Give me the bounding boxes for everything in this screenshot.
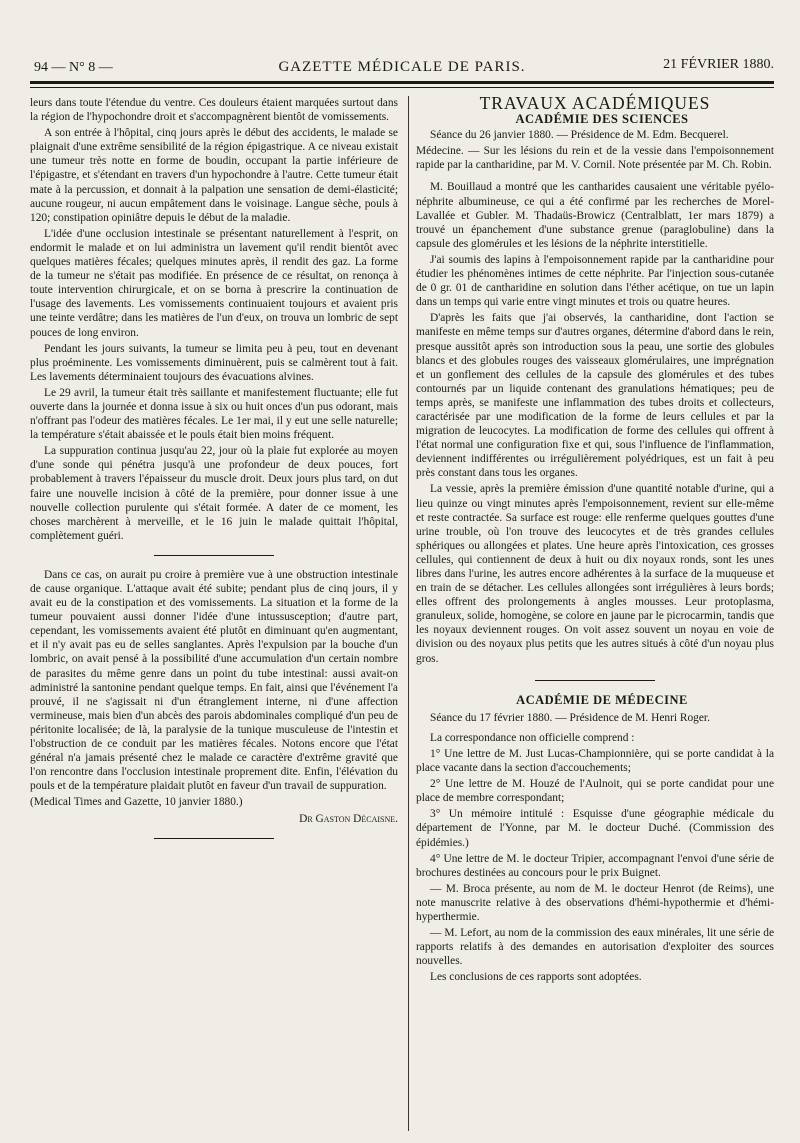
column-divider (408, 96, 409, 1131)
page-number: 94 — N° 8 — (34, 60, 113, 75)
academie-medecine-title: ACADÉMIE DE MÉDECINE (516, 692, 688, 707)
paragraph: 2° Une lettre de M. Houzé de l'Aulnoit, qui se porte candidat pour une place de membre correspondant; (416, 778, 774, 805)
divider (154, 838, 274, 839)
paragraph: — M. Broca présente, au nom de M. le docteur Henrot (de Reims), une note manuscrite relative à des observations d'hémi-hypothermie et d'hémi-hyperthermie. (416, 882, 774, 923)
academie-sciences-title: ACADÉMIE DES SCIENCES (515, 112, 689, 127)
seance-line: Séance du 17 février 1880. — Présidence de M. Henri Roger. (430, 711, 710, 724)
page-header (30, 56, 774, 80)
issue-date: 21 FÉVRIER 1880. (663, 57, 774, 72)
section-title: TRAVAUX ACADÉMIQUES (479, 93, 711, 113)
paragraph: leurs dans toute l'étendue du ventre. Ces douleurs étaient marquées surtout dans la région de l'hypochondre droit et s'accompagnèrent bientôt de vomissements. (30, 97, 398, 124)
journal-title: GAZETTE MÉDICALE DE PARIS. (278, 59, 526, 75)
paragraph: — M. Lefort, au nom de la commission des eaux minérales, lit une série de rapports relatifs à des demandes en autorisation d'exploiter des sources nouvelles. (416, 927, 774, 968)
paragraph: Pendant les jours suivants, la tumeur se limita peu à peu, tout en devenant plus proéminente. Les vomissements diminuèrent, puis se calmèrent tout à fait. Les lavements déterminaient toujours des évacuations alvines. (30, 342, 398, 383)
right-column (416, 93, 774, 986)
paragraph: M. Bouillaud a montré que les cantharides causaient une véritable pyélo-néphrite albumineuse, ce qui a été confirmé par les recherches de Morel-Lavallée et Gubler. M. Thadaüs-Browicz (Centralblatt, 1er mars 1879) a trouvé un épanchement d'une substance grenue (paraglobuline) dans la capsule des glomérules et les lésions de la néphrite interstitielle. (416, 181, 774, 250)
paragraph: D'après les faits que j'ai observés, la cantharidine, dont l'action se manifeste en même temps sur d'autres organes, détermine d'abord dans le rein, presque aussitôt après son introduction sous la peau, une sortie des globules blancs et des globules rouges des vaisseaux glomérulaires, une imprégnation et un gonflement des cellules de la capsule des glomérules et des tubes contournés par un liquide contenant des granulations hématiques; peu de temps après, se manifeste une inflammation des tubes droits et collecteurs, caractérisée par une modification de la forme de leurs cellules et par la migration de leucocytes. La modification de forme des cellules qui offrent à l'état normal une configuration fixe et qui, sous l'influence de l'inflammation, deviennent indifférentes ou irrégulièrement polyédriques, est un fait à peu près constant dans tous les organes. (416, 312, 774, 480)
seance-line: Séance du 26 janvier 1880. — Présidence de M. Edm. Becquerel. (430, 129, 729, 142)
author-signature: Dr Gaston Décaisne. (299, 812, 398, 825)
paragraph: 1° Une lettre de M. Just Lucas-Championnière, qui se porte candidat à la place vacante dans la section d'accouchements; (416, 747, 774, 775)
divider (154, 555, 274, 556)
paragraph: A son entrée à l'hôpital, cinq jours après le début des accidents, le malade se plaignait d'une extrême sensibilité de la région épigastrique. A ce niveau existait une tumeur très notte en forme de boudin, occupant la partie inférieure de l'épigastre, et s'étendant en travers d'un hypochondre à l'autre. Cette tumeur était mate à la percussion, et donnait à la palpation une sensation de demi-élasticité; aucune rougeur, ni aucun empâtement dans le voisinage. Langue sèche, pouls à 120; constipation opiniâtre depuis le début de la maladie. (30, 127, 398, 224)
header-rule-thick (30, 81, 774, 84)
paragraph: 4° Une lettre de M. le docteur Tripier, accompagnant l'envoi d'une série de brochures destinées au concours pour le prix Buignet. (416, 852, 774, 879)
left-column (30, 96, 398, 851)
paragraph: La correspondance non officielle comprend : (430, 731, 635, 744)
topic-line: Médecine. — Sur les lésions du rein et de la vessie dans l'empoisonnement rapide par la cantharidine, par M. V. Cornil. Note présentée par M. Ch. Robin. (416, 145, 774, 172)
paragraph: Le 29 avril, la tumeur était très saillante et manifestement fluctuante; elle fut ouverte dans la journée et donna issue à six ou huit onces d'un pus odorant, mais n'offrant pas l'odeur des matières fécales. Le 1er mai, il y eut une selle naturelle; la température s'était abaissée et le pouls était bien moins fréquent. (30, 386, 398, 442)
source-citation: (Medical Times and Gazette, 10 janvier 1880.) (30, 796, 243, 809)
paragraph: Les conclusions de ces rapports sont adoptées. (430, 971, 642, 984)
paragraph: Dans ce cas, on aurait pu croire à première vue à une obstruction intestinale de cause organique. L'attaque avait été subite; pendant plus de cinq jours, il y avait eu de la constipation et des vomissements. La situation et la forme de la tumeur pouvaient aussi donner l'idée d'une intussusception; d'autre part, cependant, les vomissements avaient été plutôt en diminuant qu'en augmentant, et il n'y avait pas eu de selles sanglantes. Après l'expulsion par la bouche d'un lombric, on avait pensé à la possibilité d'une accumulation d'un certain nombre de parasites du même genre dans un point du tube intestinal: aussi avait-on administré la santonine pendant quelque temps. En fait, ainsi que l'événement l'a prouvé, il ne s'agissait ni d'un étranglement interne, ni d'une affection vermineuse, mais bien d'un abcès des parois abdominales compliqué d'un peu de péritonite localisée; de là, la paralysie de la tunique musculeuse de l'intestin et l'obstruction de ce conduit par les matières fécales. Notons encore que l'état général n'a jamais présenté chez le malade ce caractère d'extrême gravité que l'on rencontre dans l'occlusion intestinale proprement dite. Enfin, l'élévation du pouls et de la température plaidait plutôt en faveur d'un travail de suppuration. (30, 568, 398, 793)
divider (535, 680, 655, 681)
paragraph: L'idée d'une occlusion intestinale se présentant naturellement à l'esprit, on endormit le malade et on lui administra un lavement qu'il rendit bientôt avec quelques matières fécales; quelques minutes après, il rendit des gaz. La forme de la tumeur ne s'était pas modifiée. En présence de ce résultat, on renonça à toute intervention chirurgicale, et on se borna à prescrire la continuation de l'usage des lavements. Les vomissements continuaient toujours et avaient pris une teinte verdâtre; dans les matières de l'un d'eux, on trouva un lombric de sept pouces de long environ. (30, 227, 398, 339)
paragraph: La suppuration continua jusqu'au 22, jour où la plaie fut explorée au moyen d'une sonde qui pénétra jusqu'à une profondeur de deux pouces, fort probablement à travers l'épaisseur du muscle droit. Deux jours plus tard, on dut faire une nouvelle incision à côté de la première, pour donner issue à une nouvelle collection purulente qui s'était formée. A dater de ce moment, les choses marchèrent à merveille, et le 16 juin le malade quittait l'hôpital, complètement guéri. (30, 445, 398, 542)
paragraph: La vessie, après la première émission d'une quantité notable d'urine, qui a lieu quinze ou vingt minutes après l'empoisonnement, revient sur elle-même et reste contractée. Sa surface est rouge: elle renferme quelques gouttes d'une urine trouble, où l'on trouve des leucocytes et de très grandes cellules sphériques ou allongées et plates. Une heure après l'intoxication, ces grosses cellules, qui contiennent de deux à huit ou dix noyaux ronds, sont les unes libres dans l'urine, les autres encore adhérentes à la surface de la muqueuse et en train de se détacher. Les cellules allongées sont irrégulières à leurs bords; elles offrent des prolongements à angles mousses. Leur protoplasma, granuleux, solide, homogène, se colore en jaune par le picrocarmin, tandis que les noyaux deviennent rouges. On voit assez souvent un noyau en voie de division ou des noyaux plus petits que les autres situés à côté d'un noyau plus gros. (416, 483, 774, 665)
header-rule-thin (30, 87, 774, 88)
paragraph: 3° Un mémoire intitulé : Esquisse d'une géographie médicale du département de l'Yonne, par M. le docteur Duché. (Commission des épidémies.) (416, 808, 774, 849)
paragraph: J'ai soumis des lapins à l'empoisonnement rapide par la cantharidine pour étudier les phénomènes intimes de cette néphrite. Par l'injection sous-cutanée de 0 gr. 01 de cantharidine en solution dans l'éther acétique, on tue un lapin dans un temps qui varie entre vingt minutes et trois ou quatre heures. (416, 253, 774, 309)
